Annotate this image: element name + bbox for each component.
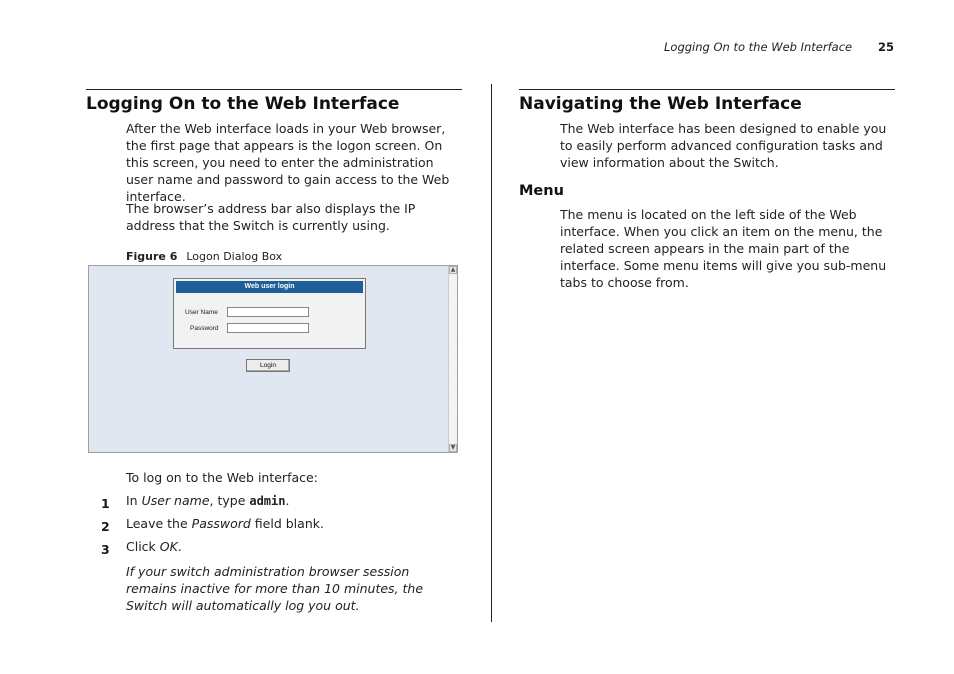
logon-paragraph-2: The browser’s address bar also displays the IP address that the Switch is currently using. <box>126 201 416 233</box>
session-timeout-note: If your switch administration browser session remains inactive for more than 10 minutes, the Switch will automatically log you out. <box>126 564 424 613</box>
logon-steps-intro: To log on to the Web interface: <box>126 470 318 485</box>
login-button: Login <box>246 359 290 372</box>
scroll-up-icon: ▲ <box>450 266 456 273</box>
running-header-title: Logging On to the Web Interface <box>664 40 853 54</box>
logon-dialog-screenshot <box>88 265 458 453</box>
step-number: 2 <box>101 519 110 534</box>
step-3 <box>101 539 461 558</box>
column-divider <box>491 84 492 622</box>
password-input <box>227 323 309 333</box>
right-heading-rule <box>519 89 895 90</box>
step-text: Leave the Password field blank. <box>126 516 324 531</box>
logon-paragraph-1: After the Web interface loads in your Web browser, the first page that appears is the logon screen. On this screen, you need to enter the administration user name and password to gain access to the Web interface. <box>126 121 450 204</box>
login-dialog <box>173 278 366 349</box>
screenshot-scrollbar <box>448 266 457 452</box>
navigating-paragraph: The Web interface has been designed to enable you to easily perform advanced configuration tasks and view information about the Switch. <box>560 121 887 170</box>
figure-caption-text: Logon Dialog Box <box>186 250 283 263</box>
step-1 <box>101 493 461 512</box>
menu-paragraph: The menu is located on the left side of the Web interface. When you click an item on the menu, the related screen appears in the main part of the interface. Some menu items will give you sub-menu tabs to choose from. <box>560 207 887 290</box>
step-number: 1 <box>101 496 110 511</box>
scroll-down-icon: ▼ <box>450 444 456 451</box>
step-number: 3 <box>101 542 110 557</box>
section-heading-logging-on: Logging On to the Web Interface <box>86 94 400 114</box>
page-number: 25 <box>878 40 895 54</box>
step-2 <box>101 516 461 535</box>
step-text: In User name, type admin. <box>126 493 290 508</box>
subheading-menu: Menu <box>519 183 564 199</box>
figure-label: Figure 6 <box>126 250 178 263</box>
user-name-input <box>227 307 309 317</box>
password-label: Password <box>190 325 219 332</box>
figure-caption <box>126 250 282 263</box>
code-admin: admin <box>249 494 286 508</box>
login-dialog-title: Web user login <box>176 281 363 293</box>
section-heading-navigating: Navigating the Web Interface <box>519 94 802 114</box>
user-name-label: User Name <box>185 309 218 316</box>
step-text: Click OK. <box>126 539 182 554</box>
left-heading-rule <box>86 89 462 90</box>
